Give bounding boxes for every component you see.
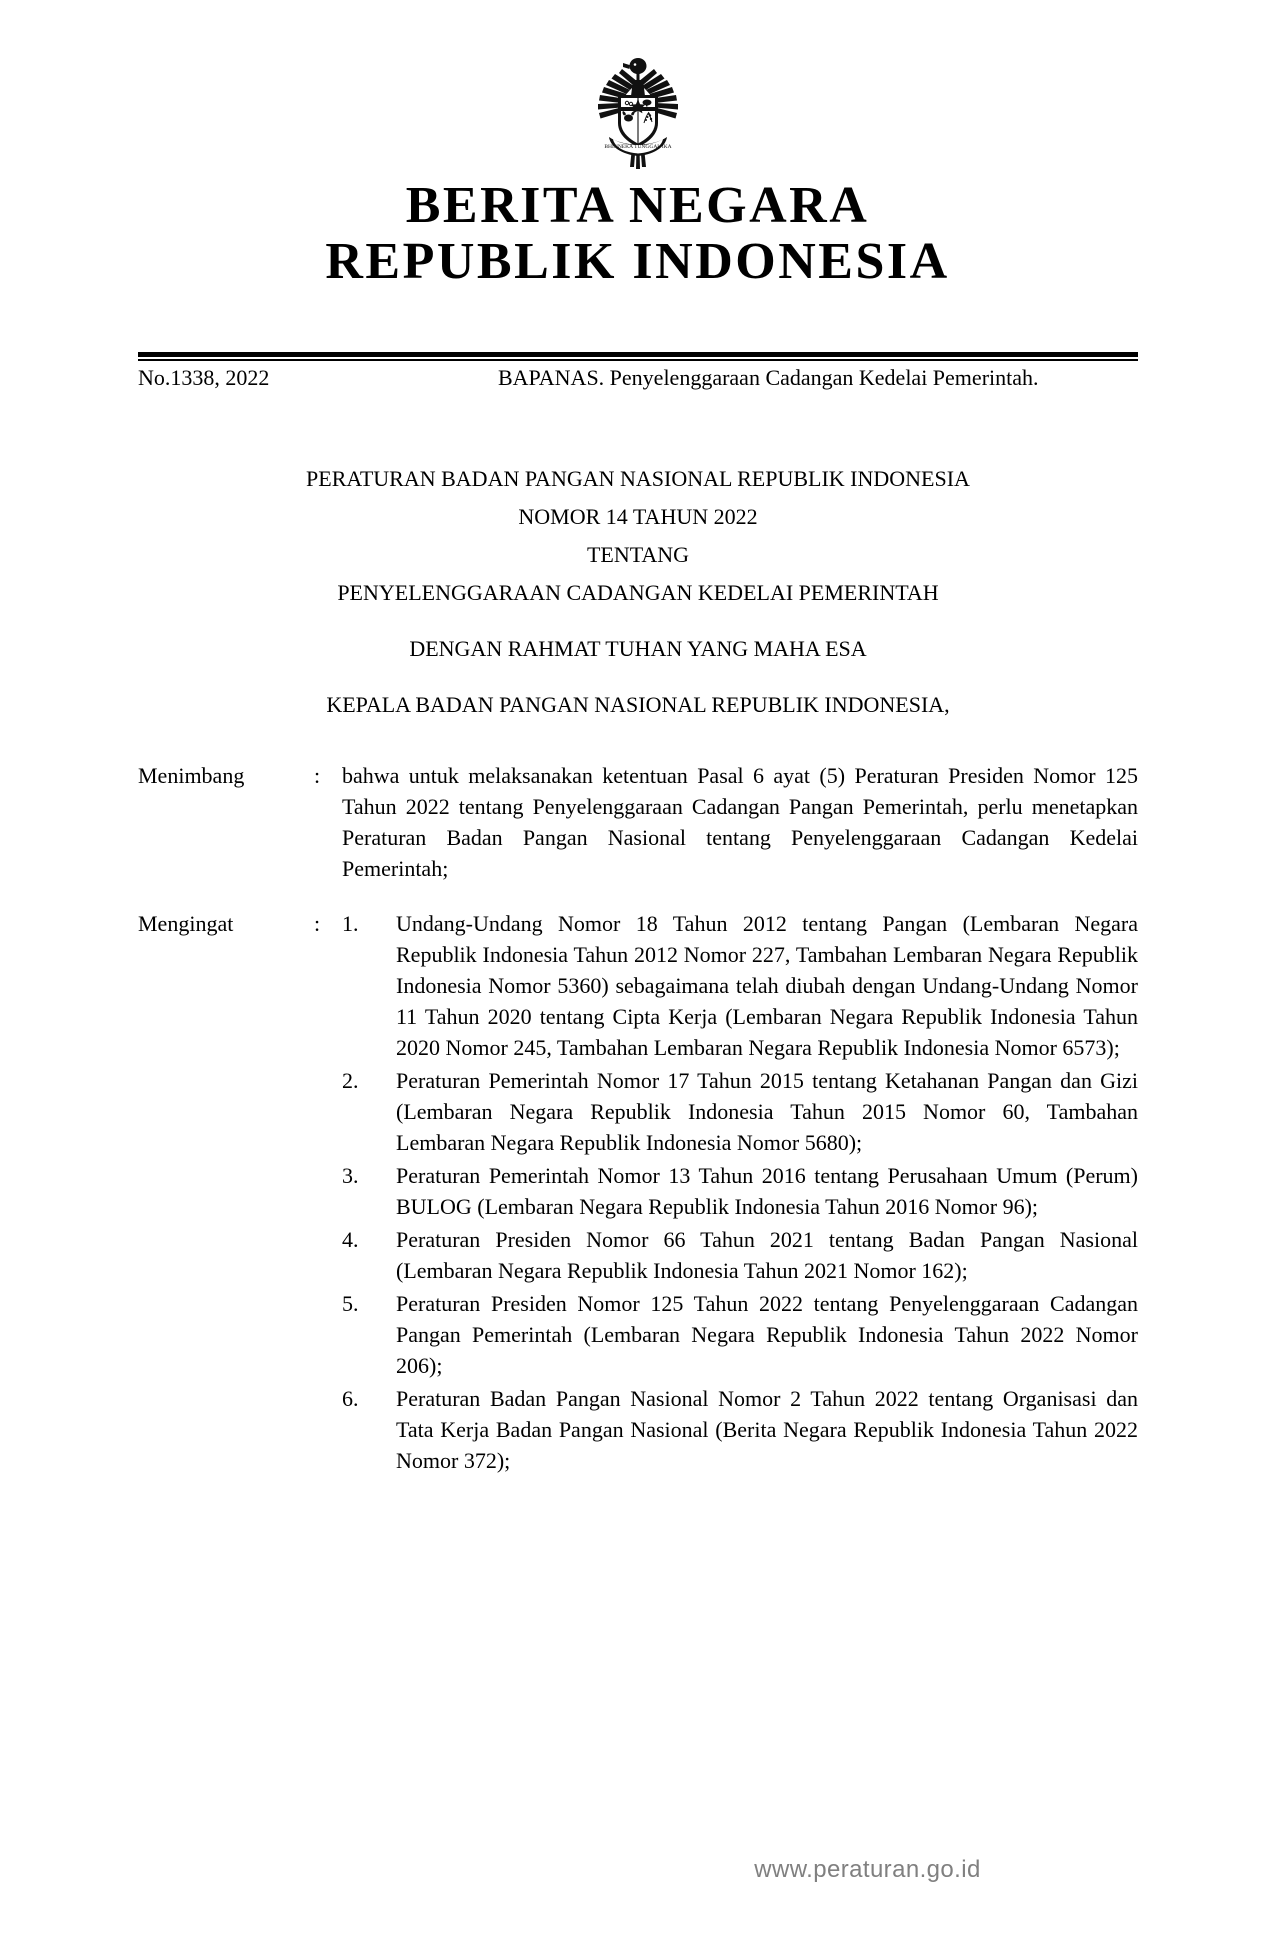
menimbang-colon: : <box>314 763 321 788</box>
title-spacer-2 <box>138 668 1138 686</box>
masthead-line-1: BERITA NEGARA <box>405 177 870 234</box>
page-footer <box>0 1856 1275 1884</box>
footer-source-url: www.peraturan.go.id <box>754 1856 981 1883</box>
title-line-blessing: DENGAN RAHMAT TUHAN YANG MAHA ESA <box>409 636 867 661</box>
list-item-text: Peraturan Pemerintah Nomor 13 Tahun 2016 tentang Perusahaan Umum (Perum) BULOG (Lembaran Negara Republik Indonesia Tahun 2016 Nomor 96); <box>396 1163 1138 1219</box>
list-item <box>342 1065 1138 1158</box>
mengingat-label: Mengingat <box>138 911 234 936</box>
gazette-subject: BAPANAS. Penyelenggaraan Cadangan Kedelai Pemerintah. <box>498 365 1039 390</box>
gazette-number: No.1338, 2022 <box>138 365 270 390</box>
list-item-text: Peraturan Presiden Nomor 66 Tahun 2021 tentang Badan Pangan Nasional (Lembaran Negara Republik Indonesia Tahun 2021 Nomor 162); <box>396 1227 1138 1283</box>
list-item-number: 1. <box>342 911 359 936</box>
regulation-title-block <box>138 460 1138 724</box>
emblem-container <box>0 34 1275 184</box>
list-item-number: 6. <box>342 1386 359 1411</box>
list-item <box>342 908 1138 1063</box>
list-item-number: 4. <box>342 1227 359 1252</box>
list-item <box>342 1288 1138 1381</box>
list-item-number: 3. <box>342 1163 359 1188</box>
list-item-number: 5. <box>342 1291 359 1316</box>
title-spacer-1 <box>138 612 1138 630</box>
list-item-text: Undang-Undang Nomor 18 Tahun 2012 tentang Pangan (Lembaran Negara Republik Indonesia Tahun 2012 Nomor 227, Tambahan Lembaran Negara Republik Indonesia Nomor 5360) sebagaimana telah diubah dengan Undang-Undang Nomor 11 Tahun 2020 tentang Cipta Kerja (Lembaran Negara Republik Indonesia Tahun 2020 Nomor 245, Tambahan Lembaran Negara Republik Indonesia Nomor 6573); <box>396 911 1138 1060</box>
list-item-number: 2. <box>342 1068 359 1093</box>
clause-menimbang <box>138 760 1138 884</box>
menimbang-label: Menimbang <box>138 763 245 788</box>
garuda-pancasila-emblem <box>563 34 713 179</box>
title-line-subject: PENYELENGGARAAN CADANGAN KEDELAI PEMERINTAH <box>337 580 939 605</box>
masthead <box>0 178 1275 290</box>
clause-mengingat <box>138 908 1138 1478</box>
list-item-text: Peraturan Pemerintah Nomor 17 Tahun 2015 tentang Ketahanan Pangan dan Gizi (Lembaran Negara Republik Indonesia Tahun 2015 Nomor 60, Tambahan Lembaran Negara Republik Indonesia Nomor 5680); <box>396 1068 1138 1155</box>
title-line-tentang: TENTANG <box>586 542 690 567</box>
menimbang-text: bahwa untuk melaksanakan ketentuan Pasal 6 ayat (5) Peraturan Presiden Nomor 125 Tahun 2022 tentang Penyelenggaraan Cadangan Pangan Pemerintah, perlu menetapkan Peraturan Badan Pangan Nasional tentang Penyelenggaraan Cadangan Kedelai Pemerintah; <box>342 763 1138 881</box>
title-line-authority: KEPALA BADAN PANGAN NASIONAL REPUBLIK INDONESIA, <box>326 692 950 717</box>
document-body <box>138 760 1138 1502</box>
list-item <box>342 1224 1138 1286</box>
masthead-line-2: REPUBLIK INDONESIA <box>325 233 950 290</box>
mengingat-list <box>342 908 1138 1476</box>
list-item <box>342 1160 1138 1222</box>
svg-text:BHINNEKA TUNGGAL IKA: BHINNEKA TUNGGAL IKA <box>603 144 672 150</box>
gazette-header-row <box>138 362 1138 393</box>
list-item-text: Peraturan Presiden Nomor 125 Tahun 2022 tentang Penyelenggaraan Cadangan Pangan Pemerintah (Lembaran Negara Republik Indonesia Tahun 2022 Nomor 206); <box>396 1291 1138 1378</box>
list-item-text: Peraturan Badan Pangan Nasional Nomor 2 Tahun 2022 tentang Organisasi dan Tata Kerja Badan Pangan Nasional (Berita Negara Republik Indonesia Tahun 2022 Nomor 372); <box>396 1386 1138 1473</box>
mengingat-colon: : <box>314 911 321 936</box>
divider-thin-line <box>138 359 1138 361</box>
title-line-number: NOMOR 14 TAHUN 2022 <box>518 504 758 529</box>
header-divider <box>138 352 1138 361</box>
list-item <box>342 1383 1138 1476</box>
title-line-institution: PERATURAN BADAN PANGAN NASIONAL REPUBLIK INDONESIA <box>306 466 970 491</box>
